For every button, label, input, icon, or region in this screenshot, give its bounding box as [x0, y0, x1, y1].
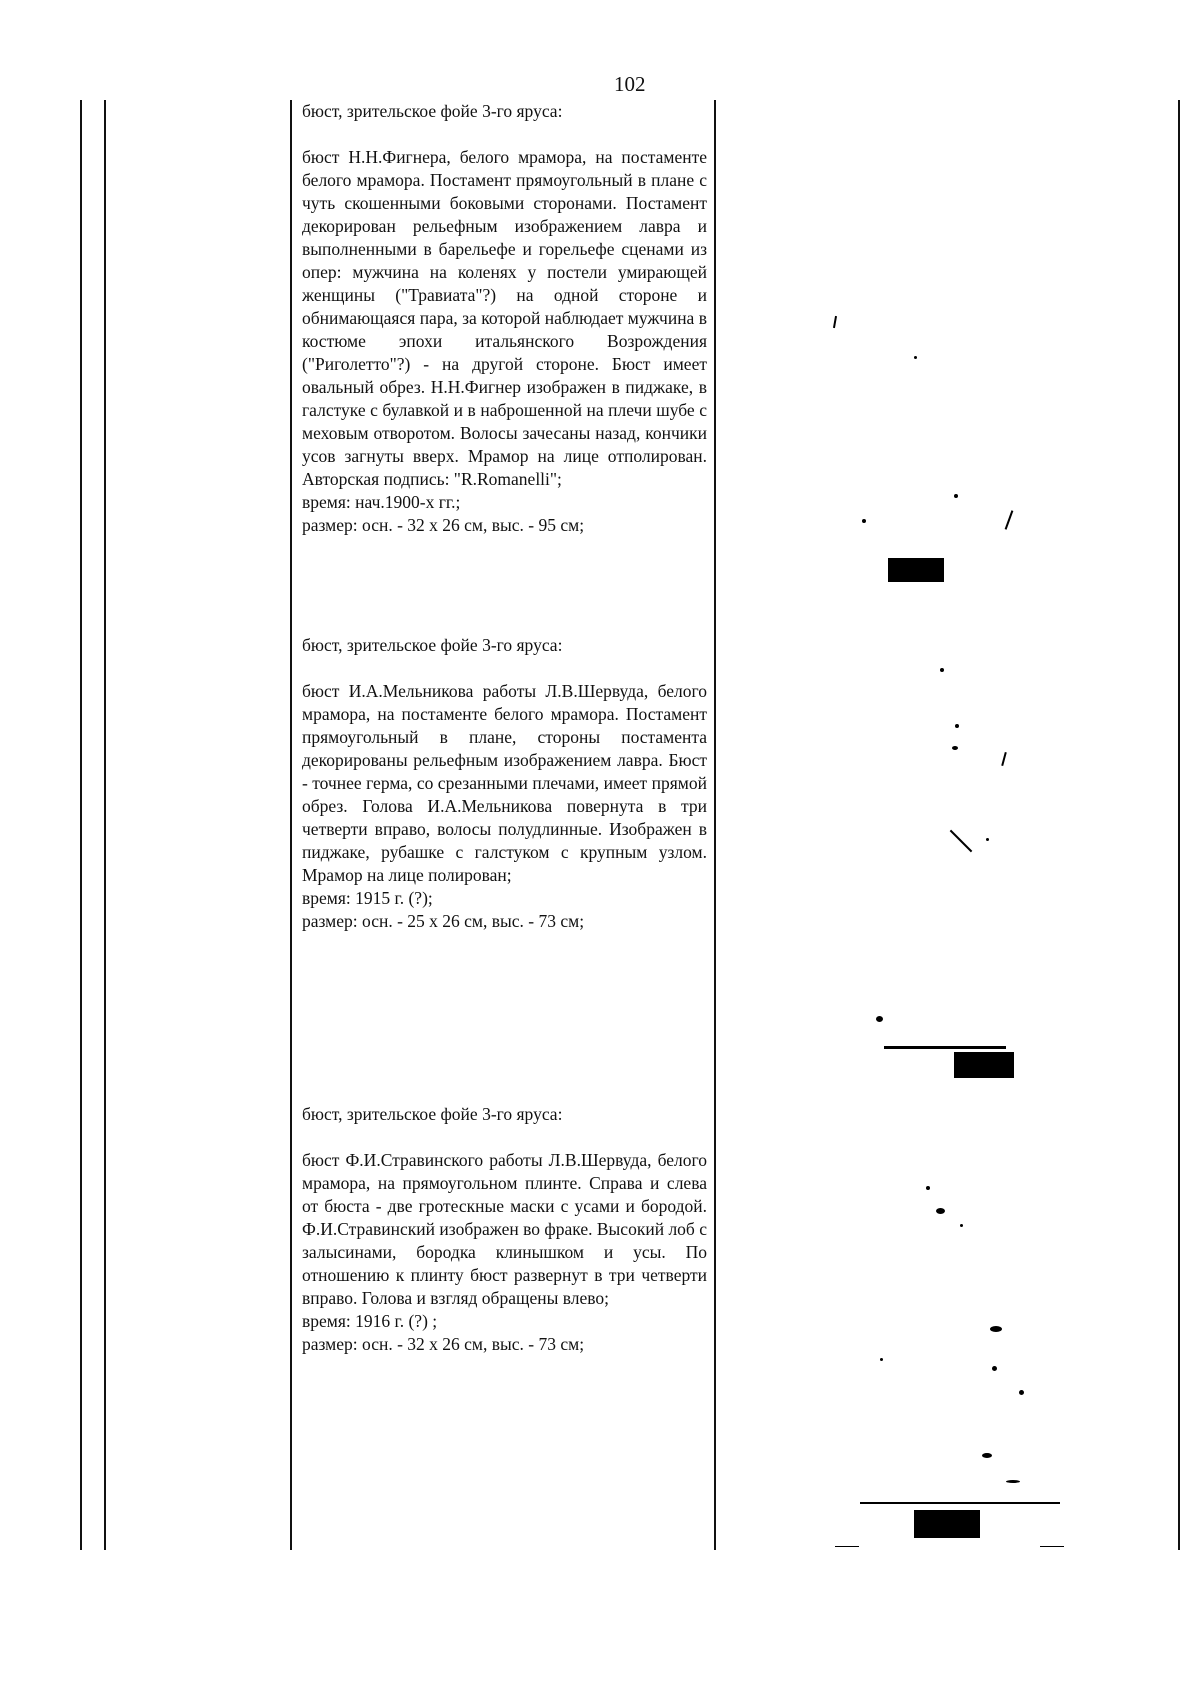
scan-speck — [1006, 1480, 1020, 1483]
scan-speck — [1001, 752, 1007, 766]
scan-speck — [954, 494, 958, 498]
table-divider-right — [714, 100, 716, 1550]
scan-rule — [1040, 1546, 1064, 1547]
scan-speck — [876, 1016, 883, 1022]
scan-speck — [1005, 510, 1014, 529]
scan-speck — [990, 1326, 1002, 1332]
redaction-mark — [954, 1052, 1014, 1078]
scan-speck — [952, 746, 958, 750]
scan-speck — [992, 1366, 997, 1371]
scan-rule — [884, 1046, 1006, 1049]
entry-description: бюст И.А.Мельникова работы Л.В.Шервуда, белого мрамора, на постаменте белого мрамора. Постамент прямоугольный в плане, стороны постамента декорированы рельефным изображением лавра. Бюст - точнее герма, со срезанными плечами, имеет прямой обрез. Голова И.А.Мельникова повернута в три четверти вправо, волосы полудлинные. Изображен в пиджаке, рубашке с галстуком с крупным узлом. Мрамор на лице полирован; — [302, 681, 707, 885]
entry-description: бюст Н.Н.Фигнера, белого мрамора, на постаменте белого мрамора. Постамент прямоугольный в плане с чуть скошенными боковыми сторонами. Постамент декорирован рельефным изображением лавра и выполненными в барельефе и горельефе сценами из опер: мужчина на коленях у постели умирающей женщины ("Травиата"?) на одной стороне и обнимающаяся пара, за которой наблюдает мужчина в костюме эпохи итальянского Возрождения ("Риголетто"?) - на другой стороне. Бюст имеет овальный обрез. Н.Н.Фигнер изображен в пиджаке, в галстуке с булавкой и в наброшенной на плечи шубе с меховым отворотом. Волосы зачесаны назад, кончики усов загнуты вверх. Мрамор на лице отполирован. Авторская подпись: "R.Romanelli"; — [302, 147, 707, 489]
entry-location: бюст, зрительское фойе 3-го яруса: — [302, 101, 563, 121]
scan-speck — [926, 1186, 930, 1190]
table-border-left-outer — [80, 100, 82, 1550]
entry-location: бюст, зрительское фойе 3-го яруса: — [302, 1104, 563, 1124]
scan-speck — [1019, 1390, 1024, 1395]
scan-speck — [982, 1453, 992, 1458]
scan-speck — [880, 1358, 883, 1361]
redaction-mark — [914, 1510, 980, 1538]
entry-size: размер: осн. - 32 х 26 см, выс. - 95 см; — [302, 515, 585, 535]
scan-speck — [833, 316, 837, 328]
redaction-mark — [888, 558, 944, 582]
entry-description: бюст Ф.И.Стравинского работы Л.В.Шервуда, белого мрамора, на прямоугольном плинте. Справа и слева от бюста - две гротескные маски с усами и бородой. Ф.И.Стравинский изображен во фраке. Высокий лоб с залысинами, бородка клинышком и усы. По отношению к плинту бюст развернут в три четверти вправо. Голова и взгляд обращены влево; — [302, 1150, 707, 1308]
scan-speck — [862, 519, 866, 523]
scan-speck — [955, 724, 959, 728]
entry-time: время: 1915 г. (?); — [302, 888, 433, 908]
page-number: 102 — [614, 72, 646, 96]
entry-size: размер: осн. - 25 х 26 см, выс. - 73 см; — [302, 911, 585, 931]
scan-rule — [835, 1546, 859, 1547]
table-border-left-inner — [104, 100, 106, 1550]
entry-location: бюст, зрительское фойе 3-го яруса: — [302, 635, 563, 655]
entry-stravinsky — [302, 1103, 707, 1356]
table-divider-middle — [290, 100, 292, 1550]
scan-speck — [940, 668, 944, 672]
scan-rule — [860, 1502, 1060, 1504]
scan-speck — [914, 356, 917, 359]
entry-time: время: нач.1900-х гг.; — [302, 492, 461, 512]
entry-size: размер: осн. - 32 х 26 см, выс. - 73 см; — [302, 1334, 585, 1354]
scan-speck — [936, 1208, 945, 1214]
entry-melnikov — [302, 634, 707, 933]
table-border-right — [1178, 100, 1180, 1550]
entry-figner — [302, 100, 707, 537]
entry-time: время: 1916 г. (?) ; — [302, 1311, 438, 1331]
scan-speck — [960, 1224, 963, 1227]
scan-speck — [950, 830, 973, 853]
scan-speck — [986, 838, 989, 841]
